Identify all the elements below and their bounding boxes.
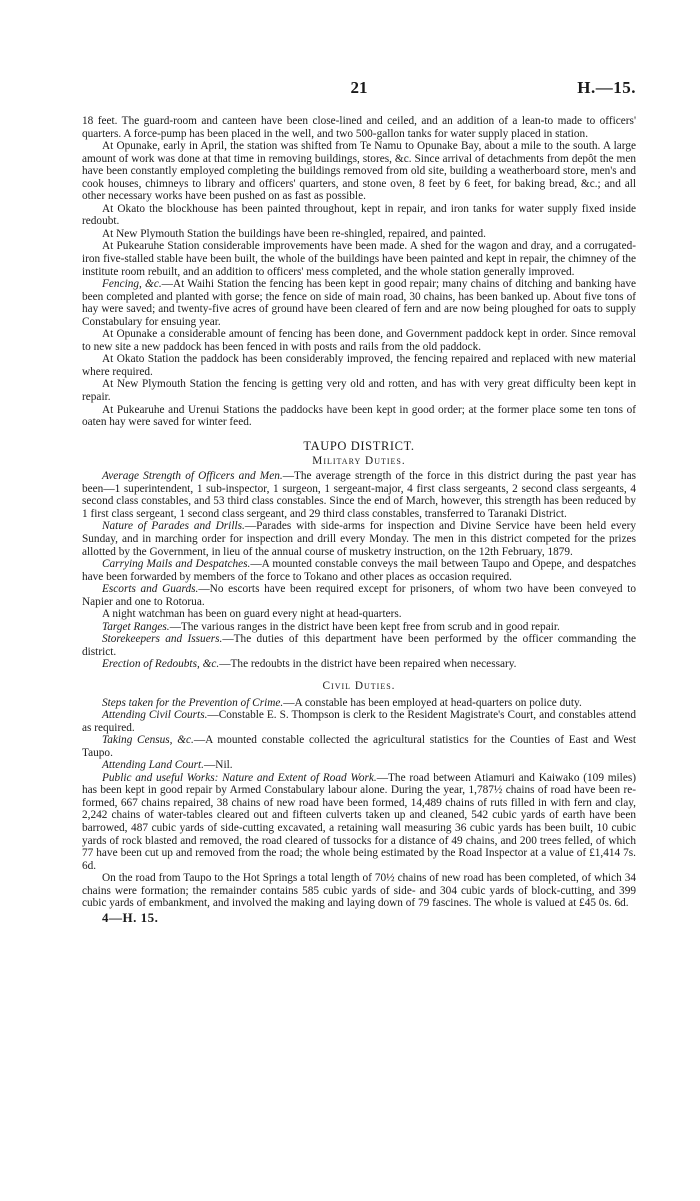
military-paragraph (82, 633, 636, 658)
paragraph-text: —A constable has been employed at head-quarters on police duty. (283, 696, 582, 709)
paragraph: 18 feet. The guard-room and canteen have been close-lined and ceiled, and an addition of a lean-to made to officers' quarters. A force-pump has been placed in the well, and two 500-gallon tanks for water supply placed in station. (82, 115, 636, 140)
run-in-heading: Taking Census, &c. (102, 734, 194, 747)
military-paragraph (82, 583, 636, 608)
run-in-heading: Nature of Parades and Drills. (102, 520, 245, 533)
run-in-heading: Target Ranges. (102, 620, 170, 633)
run-in-heading: Public and useful Works: Nature and Extent of Road Work. (102, 771, 377, 784)
paragraph: At Okato Station the paddock has been considerably improved, the fencing repaired and replaced with new material where required. (82, 353, 636, 378)
paragraph-text: A night watchman has been on guard every night at head-quarters. (102, 608, 402, 621)
page-header (82, 78, 636, 102)
signature-footer-ref: 4—H. 15. (102, 909, 159, 925)
run-in-heading: Attending Civil Courts. (102, 709, 208, 722)
paragraph-text: —The average strength of the force in this district during the past year has been—1 superintendent, 1 sub-inspector, 1 surgeon, 1 sergeant-major, 4 first class sergeants, 2 second class sergeants, 4 second class constables, and 53 third class constables. Since the end of March, however, this strength has been reduced by 1 first class sergeant, 1 second class sergeant, and 29 third class constables, transferred to Taranaki District. (82, 470, 636, 520)
military-paragraph (82, 520, 636, 558)
fencing-text: —At Waihi Station the fencing has been kept in good repair; many chains of ditching and banking have been completed and planted with gorse; the fence on side of main road, 30 chains, has been banked up. About five tons of hay were saved; and twenty-five acres of ground have been cleared of fern and are now being ploughed for oats to supply Constabulary for ensuing year. (82, 278, 636, 328)
military-paragraph (82, 558, 636, 583)
paragraph: At Okato the blockhouse has been painted throughout, kept in repair, and iron tanks for water supply fixed inside redoubt. (82, 202, 636, 228)
civil-duties-heading: Civil Duties. (322, 679, 396, 692)
military-paragraph (82, 608, 636, 621)
run-in-heading: Erection of Redoubts, &c. (102, 658, 220, 671)
fencing-heading: Fencing, &c. (102, 278, 162, 291)
military-paragraph (82, 470, 636, 520)
paper-reference: H.—15. (577, 78, 636, 97)
run-in-heading: Escorts and Guards. (102, 583, 199, 596)
paragraph-text: —A mounted constable collected the agricultural statistics for the Counties of East and West Taupo. (82, 734, 636, 759)
run-in-heading: Storekeepers and Issuers. (102, 633, 223, 646)
paragraph-text: —The duties of this department have been performed by the officer commanding the district. (82, 633, 636, 658)
district-title: TAUPO DISTRICT. (303, 438, 415, 453)
paragraph-text: —Nil. (204, 759, 233, 772)
civil-paragraph (82, 772, 636, 872)
paragraph: At Pukearuhe and Urenui Stations the paddocks have been kept in good order; at the former place some ten tons of oaten hay were saved for winter feed. (82, 403, 636, 429)
paragraph-text: On the road from Taupo to the Hot Springs a total length of 70½ chains of new road has been completed, of which 34 chains were formation; the remainder contains 585 cubic yards of side- and 304 cubic yards of block-cutting, and 399 cubic yards of embankment, and involved the making and laying down of 79 fascines. The whole is valued at £45 0s. 6d. (82, 872, 636, 910)
paragraph-text: —The redoubts in the district have been repaired when necessary. (219, 658, 517, 671)
paragraph-text: —No escorts have been required except for prisoners, of whom two have been conveyed to Napier and one to Rotorua. (82, 583, 636, 608)
run-in-heading: Steps taken for the Prevention of Crime. (102, 696, 284, 709)
civil-paragraph (82, 734, 636, 759)
paragraph: At New Plymouth Station the buildings have been re-shingled, repaired, and painted. (102, 227, 487, 240)
military-paragraph (82, 621, 636, 634)
paragraph-text: —The various ranges in the district have been kept free from scrub and in good repair. (169, 620, 560, 633)
civil-paragraph (82, 697, 636, 710)
civil-paragraph (82, 759, 636, 772)
paragraph-text: —Constable E. S. Thompson is clerk to the Resident Magistrate's Court, and constables attend as required. (82, 709, 636, 734)
civil-paragraph (82, 872, 636, 910)
body-text (82, 115, 636, 924)
civil-paragraph (82, 709, 636, 734)
run-in-heading: Attending Land Court. (102, 759, 204, 772)
paragraph-text: —Parades with side-arms for inspection and Divine Service have been held every Sunday, and in marching order for inspection and drill every Monday. The men in this district competed for the prizes allotted by the Government, in lieu of the annual course of musketry instruction, on the 12th February, 1879. (82, 520, 636, 558)
paragraph: At Opunake a considerable amount of fencing has been done, and Government paddock kept in order. Since removal to new site a new paddock has been fenced in with posts and rails from the old paddock. (82, 328, 636, 353)
run-in-heading: Average Strength of Officers and Men. (102, 470, 283, 483)
paragraph: At Pukearuhe Station considerable improvements have been made. A shed for the wagon and dray, and a corrugated-iron five-stalled stable have been built, the whole of the buildings have been painted and kept in repair, the chimney of the institute room rebuilt, and an addition to officers' mess completed, and the whole station generally improved. (82, 240, 636, 278)
fencing-paragraph (82, 278, 636, 328)
paragraph-text: —A mounted constable conveys the mail between Taupo and Opepe, and despatches have been forwarded by members of the force to Tokano and other places as occasion required. (82, 558, 636, 583)
run-in-heading: Carrying Mails and Despatches. (102, 558, 251, 571)
page-number: 21 (350, 78, 368, 97)
military-duties-heading: Military Duties. (312, 454, 406, 467)
paragraph: At Opunake, early in April, the station was shifted from Te Namu to Opunake Bay, about a mile to the south. A large amount of work was done at that time in removing buildings, stores, &c. Since arrival of detachments from depôt the men have been constantly employed completing the buildings removed from old site, building a weatherboard store, men's and cook houses, chimneys to library and officers' quarters, and stone oven, 8 feet by 6 feet, for baking bread, &c.; and all other necessary works have been pushed on as fast as possible. (82, 140, 636, 203)
military-paragraph (82, 658, 636, 671)
paragraph-text: —The road between Atiamuri and Kaiwako (109 miles) has been kept in good repair by Armed Constabulary labour alone. During the year, 1,787½ chains of road have been re-formed, 667 chains repaired, 38 chains of new road have been formed, 14,489 chains of ruts filled in with fern and clay, 2,242 chains of water-tables cleared out and fifteen culverts taken up and cleaned, 542 cubic yards of earth have been barrowed, 487 cubic yards of side-cutting excavated, a retaining wall measuring 36 cubic yards has been built, 10 cubic yards of rock blasted and removed, the road cleared of tussocks for a distance of 49 chains, and 200 trees felled, of which 77 have been cut up and removed from the road; the whole being estimated by the Road Inspector at a value of £1,414 7s. 6d. (82, 771, 636, 872)
paragraph: At New Plymouth Station the fencing is getting very old and rotten, and has with very great difficulty been kept in repair. (82, 378, 636, 404)
